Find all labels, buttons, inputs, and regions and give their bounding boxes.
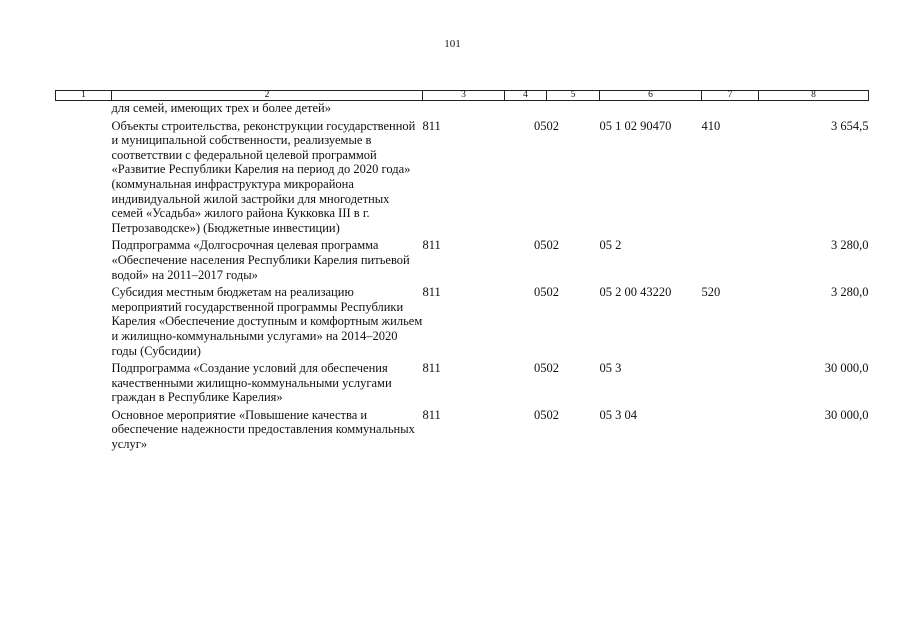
row-number-cell [56,101,112,119]
column-header-4: 4 [505,91,547,101]
table-row [56,238,869,285]
column-header-8: 8 [759,91,869,101]
column-header-7: 7 [702,91,759,101]
row-number-cell [56,408,112,455]
page-number: 101 [444,38,461,50]
row-number-cell [56,285,112,361]
ministry-code-cell: 811 [422,407,441,422]
item-name-cell: Субсидия местным бюджетам на реализацию мероприятий государственной программы Республики Карелия «Обеспечение доступным и комфортным жильем и жилищно-коммунальными услугами» на 2014–2020 годы (Субсидии) [111,285,423,358]
expense-type-cell [702,408,759,455]
item-name-cell: для семей, имеющих трех и более детей» [111,101,331,115]
subsection-code-cell: 02 [546,285,559,300]
section-code-cell: 05 [534,407,547,422]
column-header-2: 2 [112,91,423,101]
expense-type-cell [702,361,759,408]
subsection-code-cell [547,101,600,119]
row-number-cell [56,238,112,285]
ministry-code-cell [423,101,505,119]
target-article-cell: 05 3 [599,361,622,376]
budget-table [55,90,869,455]
table-row [56,101,869,119]
subsection-code-cell: 02 [546,118,559,133]
target-article-cell: 05 2 00 43220 [599,285,672,300]
table-row [56,361,869,408]
section-code-cell: 05 [534,361,547,376]
row-number-cell [56,119,112,239]
subsection-code-cell: 02 [546,361,559,376]
ministry-code-cell: 811 [422,361,441,376]
subsection-code-cell: 02 [546,407,559,422]
target-article-cell: 05 2 [599,238,622,253]
target-article-cell [600,101,702,119]
section-code-cell [505,101,547,119]
target-article-cell: 05 3 04 [599,407,637,422]
amount-cell: 3 280,0 [831,285,869,300]
section-code-cell: 05 [534,285,547,300]
section-code-cell: 05 [534,238,547,253]
amount-cell: 30 000,0 [824,407,869,422]
amount-cell [759,101,869,119]
row-number-cell [56,361,112,408]
target-article-cell: 05 1 02 90470 [599,118,672,133]
expense-type-cell: 410 [701,118,721,133]
table-row [56,408,869,455]
header-row [56,91,869,101]
item-name-cell: Объекты строительства, реконструкции государственной и муниципальной собственности, реализуемые в соответствии с федеральной целевой программой «Развитие Республики Карелия на период до 2020 года» (коммунальная инфраструктура микрорайона индивидуальной жилой застройки для многодетных семей «Усадьба» жилого района Кукковка III в г. Петрозаводске») (Бюджетные инвестиции) [111,118,416,235]
section-code-cell: 05 [534,118,547,133]
amount-cell: 3 654,5 [831,118,869,133]
ministry-code-cell: 811 [422,285,441,300]
ministry-code-cell: 811 [422,118,441,133]
amount-cell: 30 000,0 [824,361,869,376]
column-header-5: 5 [547,91,600,101]
table-row [56,285,869,361]
column-header-6: 6 [600,91,702,101]
table-row [56,119,869,239]
expense-type-cell [702,101,759,119]
amount-cell: 3 280,0 [831,238,869,253]
column-header-1: 1 [56,91,112,101]
column-header-3: 3 [423,91,505,101]
ministry-code-cell: 811 [422,238,441,253]
expense-type-cell: 520 [701,285,721,300]
expense-type-cell [702,238,759,285]
subsection-code-cell: 02 [546,238,559,253]
item-name-cell: Подпрограмма «Создание условий для обеспечения качественными жилищно-коммунальными услугами граждан в Республике Карелия» [111,361,392,405]
item-name-cell: Подпрограмма «Долгосрочная целевая программа «Обеспечение населения Республики Карелия питьевой водой» на 2011–2017 годы» [111,238,410,282]
item-name-cell: Основное мероприятие «Повышение качества и обеспечение надежности предоставления коммунальных услуг» [111,407,415,452]
